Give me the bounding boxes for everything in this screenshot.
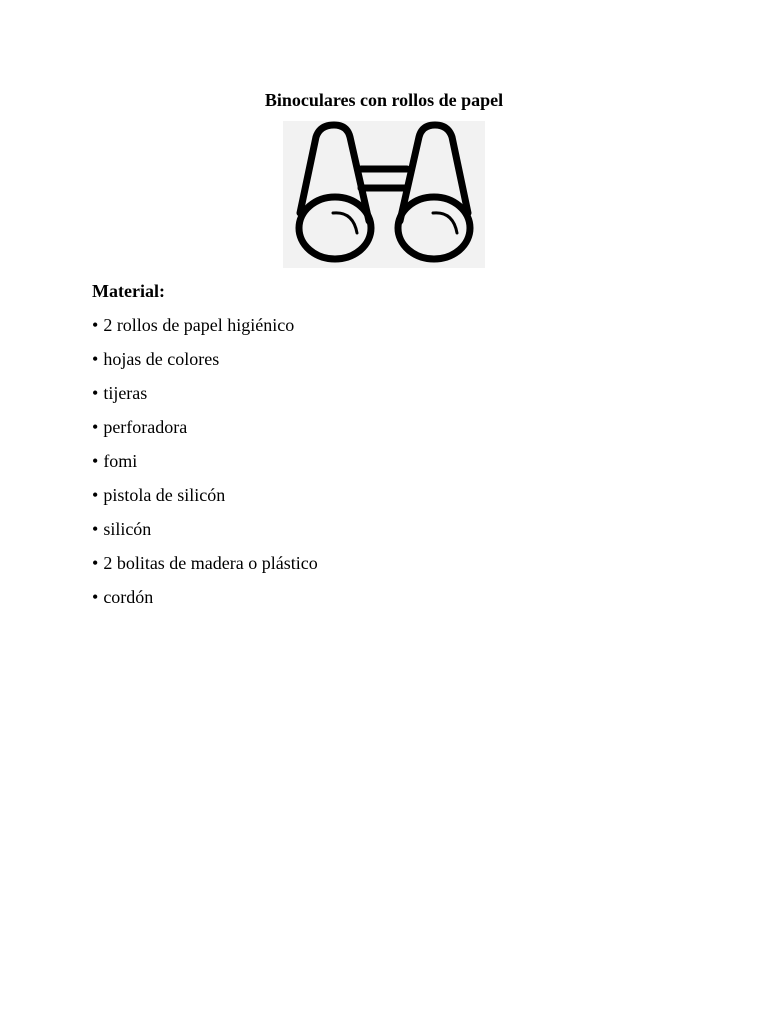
- material-item-label: cordón: [103, 587, 154, 607]
- bullet: •: [92, 485, 99, 505]
- material-heading: Material:: [92, 281, 165, 301]
- material-item-label: 2 bolitas de madera o plástico: [103, 553, 318, 573]
- material-item-label: pistola de silicón: [103, 485, 226, 505]
- list-item: [92, 450, 318, 484]
- material-item-label: tijeras: [103, 383, 148, 403]
- bullet: •: [92, 553, 99, 573]
- bullet: •: [92, 451, 99, 471]
- bullet: •: [92, 587, 99, 607]
- list-item: [92, 518, 318, 552]
- list-item: [92, 416, 318, 450]
- material-item-label: 2 rollos de papel higiénico: [103, 315, 295, 335]
- bullet: •: [92, 383, 99, 403]
- binoculars-illustration: [283, 121, 485, 268]
- bullet: •: [92, 315, 99, 335]
- binoculars-icon: [283, 121, 485, 268]
- list-item: [92, 348, 318, 382]
- material-item-label: silicón: [103, 519, 152, 539]
- bullet: •: [92, 519, 99, 539]
- material-item-label: hojas de colores: [103, 349, 220, 369]
- list-item: [92, 552, 318, 586]
- list-item: [92, 382, 318, 416]
- list-item: [92, 586, 318, 620]
- material-item-label: fomi: [103, 451, 138, 471]
- bullet: •: [92, 417, 99, 437]
- material-item-label: perforadora: [103, 417, 188, 437]
- material-list: [92, 314, 318, 620]
- list-item: [92, 314, 318, 348]
- list-item: [92, 484, 318, 518]
- bullet: •: [92, 349, 99, 369]
- document-title: Binoculares con rollos de papel: [264, 90, 504, 110]
